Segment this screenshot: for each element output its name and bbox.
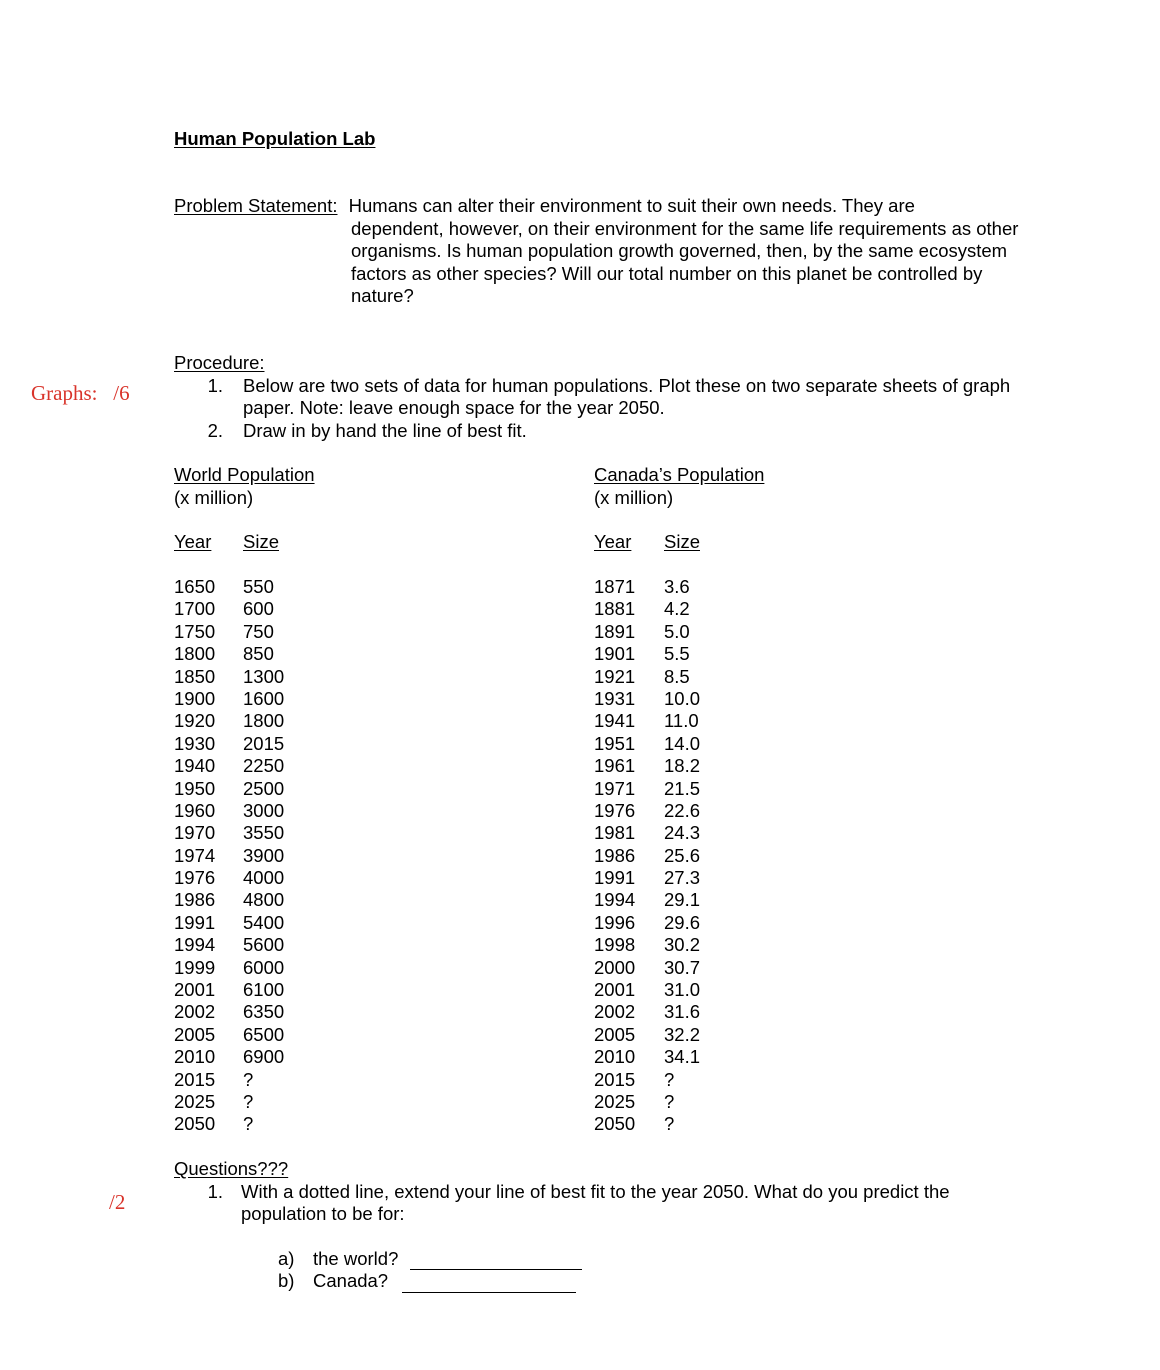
year-cell: 1951	[594, 732, 636, 754]
size-cell: 1800	[243, 710, 285, 732]
table-row	[594, 1001, 754, 1023]
size-cell: 3.6	[664, 576, 690, 597]
year-cell: 1986	[174, 889, 216, 911]
year-cell: 1960	[174, 799, 216, 821]
size-cell: 24.3	[664, 822, 701, 844]
table-row	[174, 1113, 334, 1135]
table-row	[594, 755, 754, 777]
table-row	[594, 621, 754, 643]
table-row	[174, 576, 334, 598]
table-row	[174, 1001, 334, 1023]
size-cell: ?	[664, 1090, 675, 1112]
year-cell: 2050	[594, 1113, 636, 1135]
year-cell: 1901	[594, 643, 636, 665]
year-cell: 1881	[594, 598, 636, 620]
questions-heading: Questions???	[174, 1158, 289, 1179]
table-row	[174, 957, 334, 979]
year-cell: 1900	[174, 687, 216, 709]
year-cell: 2002	[174, 1001, 216, 1023]
table-row	[174, 733, 334, 755]
size-cell: 34.1	[664, 1046, 701, 1068]
year-cell: 1800	[174, 643, 216, 665]
table-row	[174, 1091, 334, 1113]
table-row	[594, 1024, 754, 1046]
answer-b-text: Canada?	[313, 1270, 389, 1291]
size-cell: ?	[664, 1113, 675, 1135]
answer-b-label: b)	[278, 1270, 295, 1291]
table-row	[174, 979, 334, 1001]
world-col-size: Size	[243, 531, 279, 552]
year-cell: 1981	[594, 822, 636, 844]
table-row	[174, 598, 334, 620]
table-row	[594, 643, 754, 665]
size-cell: 18.2	[664, 755, 701, 777]
table-row	[594, 1113, 754, 1135]
table-row	[594, 1091, 754, 1113]
table-row	[174, 710, 334, 732]
year-cell: 1974	[174, 844, 216, 866]
year-cell: 2000	[594, 956, 636, 978]
table-row	[174, 621, 334, 643]
page-title: Human Population Lab	[174, 128, 376, 149]
size-cell: 550	[243, 576, 274, 597]
table-row	[594, 957, 754, 979]
year-cell: 1931	[594, 687, 636, 709]
table-row	[174, 755, 334, 777]
year-cell: 1961	[594, 755, 636, 777]
size-cell: ?	[243, 1113, 254, 1135]
size-cell: 32.2	[664, 1023, 701, 1045]
size-cell: 31.0	[664, 979, 701, 1001]
procedure-step-1-number: 1.	[207, 375, 223, 396]
year-cell: 1940	[174, 755, 216, 777]
table-row	[594, 912, 754, 934]
procedure-step-2-number: 2.	[207, 420, 223, 441]
table-row	[594, 688, 754, 710]
graphs-score: Graphs: /6	[31, 381, 130, 405]
procedure-step-1-text: Below are two sets of data for human populations. Plot these on two separate sheets of graph paper. Note: leave enough space for the year 2050.	[243, 375, 1011, 419]
size-cell: 25.6	[664, 844, 701, 866]
size-cell: 2015	[243, 732, 285, 754]
size-cell: 3550	[243, 822, 285, 844]
canada-population-table	[594, 576, 754, 1136]
year-cell: 1850	[174, 665, 216, 687]
size-cell: ?	[664, 1068, 675, 1090]
table-row	[174, 1046, 334, 1068]
year-cell: 2005	[174, 1023, 216, 1045]
year-cell: 1976	[594, 799, 636, 821]
world-population-title: World Population	[174, 464, 315, 485]
table-row	[594, 778, 754, 800]
procedure-heading: Procedure:	[174, 352, 265, 373]
year-cell: 2005	[594, 1023, 636, 1045]
year-cell: 1921	[594, 665, 636, 687]
size-cell: 1300	[243, 665, 285, 687]
table-row	[174, 889, 334, 911]
size-cell: 5600	[243, 934, 285, 956]
table-row	[174, 688, 334, 710]
size-cell: 2500	[243, 777, 285, 799]
canada-col-size: Size	[664, 531, 700, 552]
table-row	[594, 666, 754, 688]
problem-statement-first-line: Humans can alter their environment to suit their own needs. They are	[348, 195, 915, 216]
size-cell: 31.6	[664, 1001, 701, 1023]
question-1-text: With a dotted line, extend your line of best fit to the year 2050. What do you predict the population to be for:	[241, 1181, 950, 1225]
table-row	[174, 643, 334, 665]
size-cell: 22.6	[664, 799, 701, 821]
answer-b-row	[278, 1270, 389, 1292]
table-row	[594, 822, 754, 844]
table-row	[594, 576, 754, 598]
table-row	[594, 710, 754, 732]
year-cell: 1930	[174, 732, 216, 754]
table-row	[174, 912, 334, 934]
size-cell: 21.5	[664, 777, 701, 799]
problem-statement-text: dependent, however, on their environment for the same life requirements as other organisms. Is human population growth governed, then, by the same ecosystem factors as other species? Will our total number on this planet be controlled by nature?	[351, 218, 1019, 307]
table-row	[594, 845, 754, 867]
table-row	[174, 845, 334, 867]
year-cell: 1650	[174, 576, 216, 597]
year-cell: 2025	[594, 1090, 636, 1112]
problem-statement-line1	[174, 195, 915, 217]
year-cell: 1994	[594, 889, 636, 911]
canada-col-year: Year	[594, 531, 632, 552]
year-cell: 1971	[594, 777, 636, 799]
year-cell: 2010	[174, 1046, 216, 1068]
size-cell: 10.0	[664, 687, 701, 709]
procedure-step-2-text: Draw in by hand the line of best fit.	[243, 420, 527, 441]
table-row	[594, 1069, 754, 1091]
table-row	[174, 778, 334, 800]
size-cell: 30.2	[664, 934, 701, 956]
world-population-unit: (x million)	[174, 487, 254, 508]
question-1-number: 1.	[207, 1181, 223, 1202]
size-cell: 8.5	[664, 665, 690, 687]
table-row	[594, 733, 754, 755]
size-cell: 3000	[243, 799, 285, 821]
table-row	[174, 666, 334, 688]
size-cell: 29.1	[664, 889, 701, 911]
year-cell: 2001	[594, 979, 636, 1001]
size-cell: ?	[243, 1068, 254, 1090]
size-cell: 5400	[243, 911, 285, 933]
size-cell: 5.0	[664, 620, 690, 642]
year-cell: 2001	[174, 979, 216, 1001]
questions-score: /2	[109, 1190, 126, 1214]
size-cell: 600	[243, 598, 274, 620]
table-row	[174, 1069, 334, 1091]
size-cell: 1600	[243, 687, 285, 709]
year-cell: 2015	[594, 1068, 636, 1090]
year-cell: 2050	[174, 1113, 216, 1135]
size-cell: 27.3	[664, 867, 701, 889]
answer-a-row	[278, 1248, 399, 1270]
answer-world-blank[interactable]	[410, 1252, 582, 1270]
size-cell: 6900	[243, 1046, 285, 1068]
table-row	[594, 1046, 754, 1068]
answer-canada-blank[interactable]	[402, 1275, 576, 1293]
year-cell: 1970	[174, 822, 216, 844]
table-row	[174, 867, 334, 889]
year-cell: 1986	[594, 844, 636, 866]
year-cell: 1941	[594, 710, 636, 732]
table-row	[594, 867, 754, 889]
year-cell: 1700	[174, 598, 216, 620]
size-cell: 11.0	[664, 710, 699, 732]
year-cell: 2015	[174, 1068, 216, 1090]
size-cell: 14.0	[664, 732, 701, 754]
size-cell: 5.5	[664, 643, 690, 665]
year-cell: 1996	[594, 911, 636, 933]
year-cell: 1891	[594, 620, 636, 642]
year-cell: 1920	[174, 710, 216, 732]
answer-a-text: the world?	[313, 1248, 399, 1269]
table-row	[594, 800, 754, 822]
year-cell: 1976	[174, 867, 216, 889]
year-cell: 2010	[594, 1046, 636, 1068]
size-cell: 29.6	[664, 911, 701, 933]
size-cell: 3900	[243, 844, 285, 866]
year-cell: 2025	[174, 1090, 216, 1112]
size-cell: 6000	[243, 956, 285, 978]
size-cell: 850	[243, 643, 274, 665]
size-cell: 6500	[243, 1023, 285, 1045]
size-cell: 2250	[243, 755, 285, 777]
problem-statement-label: Problem Statement:	[174, 195, 338, 216]
size-cell: 6100	[243, 979, 285, 1001]
year-cell: 1998	[594, 934, 636, 956]
size-cell: 4800	[243, 889, 285, 911]
canada-population-title: Canada’s Population	[594, 464, 765, 485]
table-row	[174, 822, 334, 844]
answer-a-label: a)	[278, 1248, 295, 1269]
year-cell: 1871	[594, 576, 636, 597]
size-cell: 4.2	[664, 598, 690, 620]
world-col-year: Year	[174, 531, 212, 552]
size-cell: 6350	[243, 1001, 285, 1023]
year-cell: 1991	[174, 911, 216, 933]
world-population-table	[174, 576, 334, 1136]
table-row	[174, 934, 334, 956]
table-row	[174, 1024, 334, 1046]
table-row	[594, 598, 754, 620]
canada-population-unit: (x million)	[594, 487, 674, 508]
year-cell: 2002	[594, 1001, 636, 1023]
size-cell: ?	[243, 1090, 254, 1112]
year-cell: 1994	[174, 934, 216, 956]
size-cell: 750	[243, 620, 274, 642]
table-row	[594, 934, 754, 956]
table-row	[594, 889, 754, 911]
year-cell: 1750	[174, 620, 216, 642]
year-cell: 1991	[594, 867, 636, 889]
table-row	[174, 800, 334, 822]
year-cell: 1999	[174, 956, 216, 978]
table-row	[594, 979, 754, 1001]
size-cell: 30.7	[664, 956, 701, 978]
year-cell: 1950	[174, 777, 216, 799]
size-cell: 4000	[243, 867, 285, 889]
